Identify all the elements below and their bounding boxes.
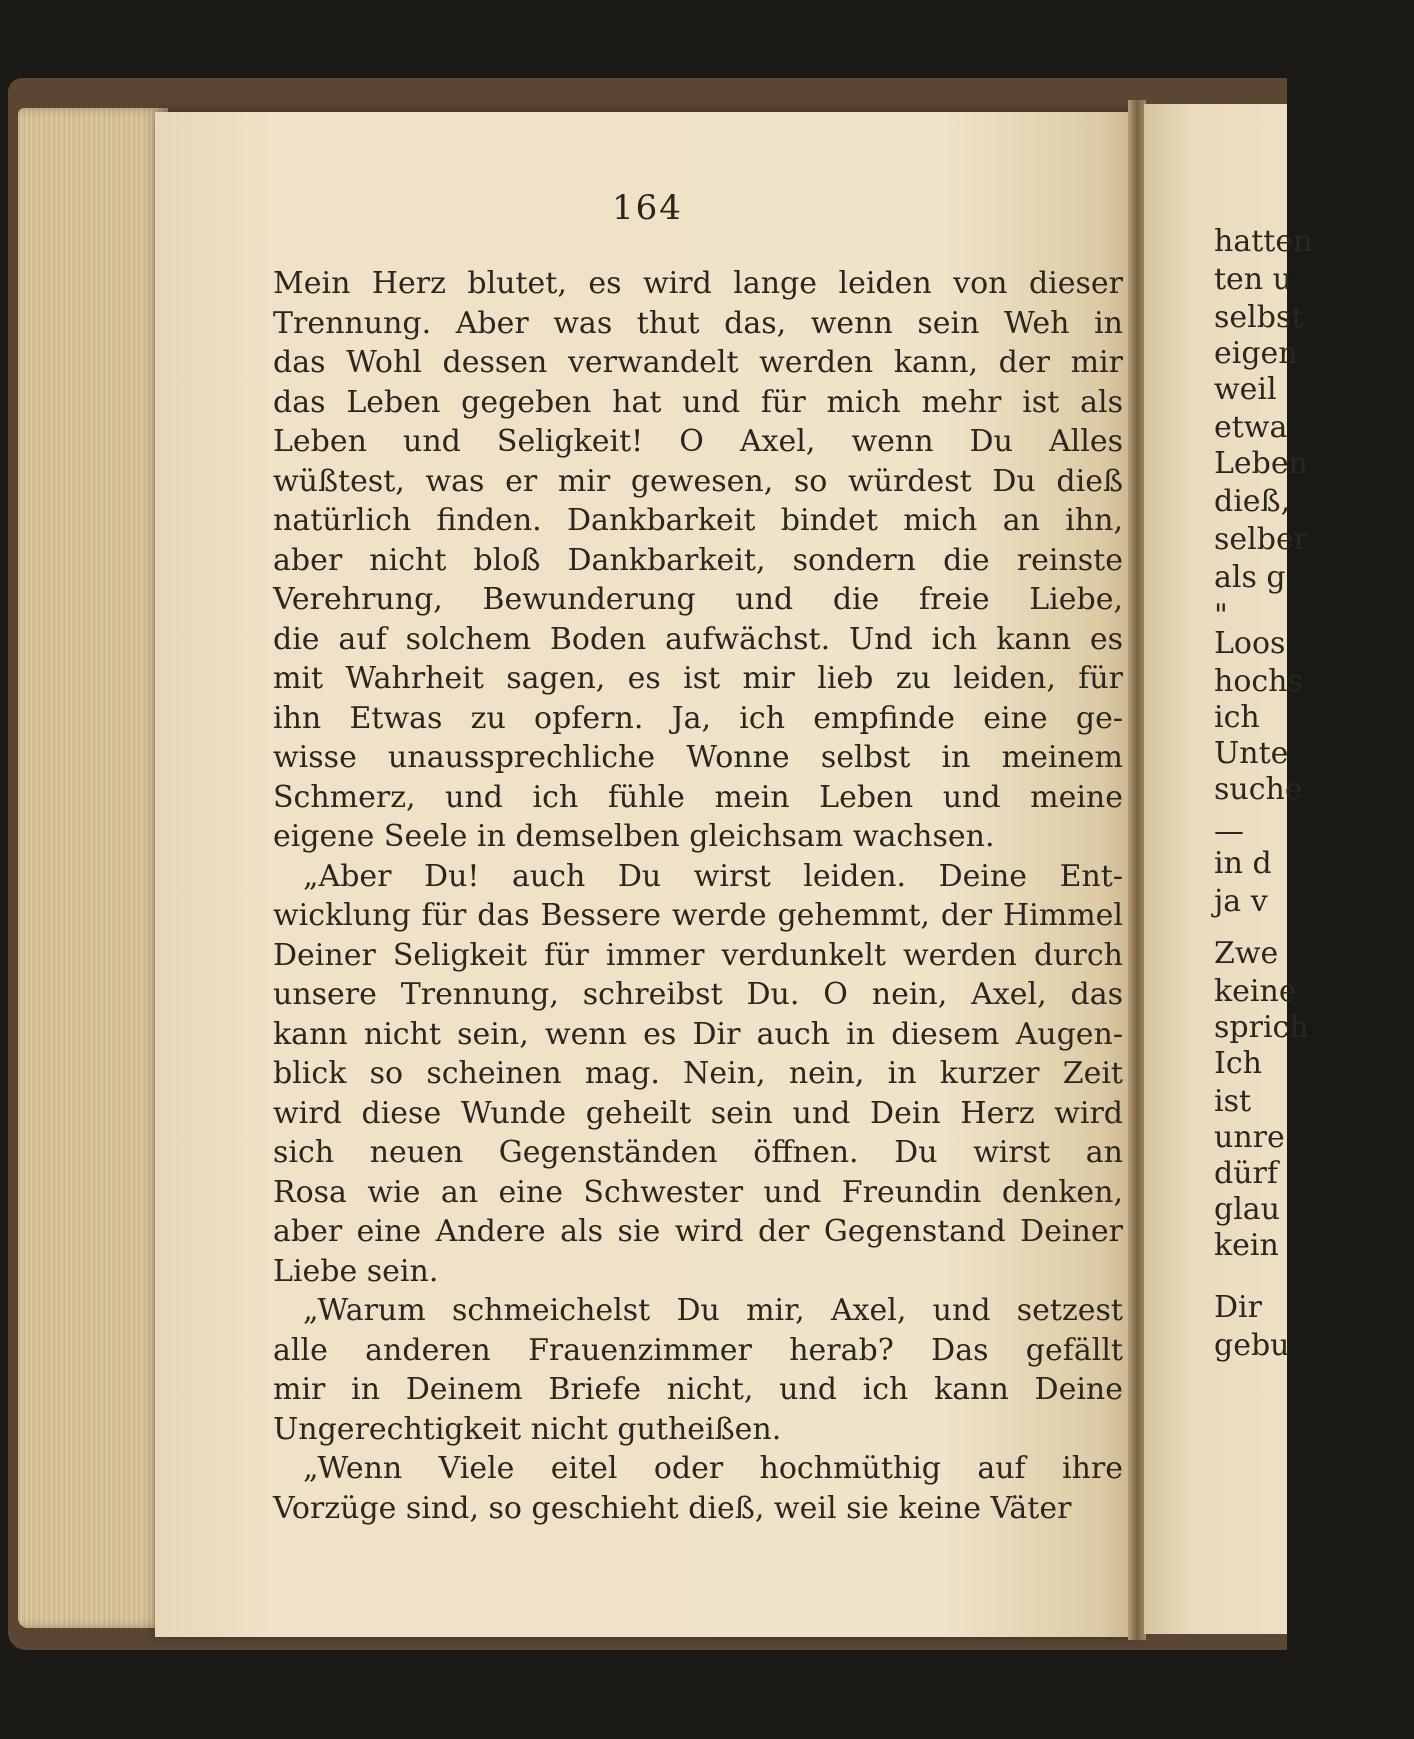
text-line: wicklung für das Bessere werde gehemmt, der Himmel	[273, 898, 1123, 933]
text-line: unsere Trennung, schreibst Du. O nein, Axel, das	[273, 977, 1123, 1012]
text-line: Ungerechtigkeit nicht gutheißen.	[273, 1411, 782, 1447]
right-page-fragment: selber	[1214, 522, 1309, 557]
text-line: Rosa wie an eine Schwester und Freundin denken,	[273, 1174, 1123, 1210]
right-page-fragment: —	[1214, 814, 1244, 849]
text-line: wird diese Wunde geheilt sein und Dein Herz wird	[273, 1095, 1123, 1131]
text-line: Mein Herz blutet, es wird lange leiden von dieser	[273, 266, 1123, 301]
text-line: alle anderen Frauenzimmer herab? Das gefällt	[273, 1332, 1123, 1368]
text-line: wisse unaussprechliche Wonne selbst in meinem	[273, 740, 1123, 775]
right-page-fragment: hatten	[1214, 224, 1313, 259]
text-line: sich neuen Gegenständen öffnen. Du wirst an	[273, 1135, 1123, 1170]
text-line: Trennung. Aber was thut das, wenn sein Weh in	[273, 305, 1123, 341]
text-line: „Warum schmeichelst Du mir, Axel, und setzest	[303, 1293, 1123, 1328]
right-page-fragment: als g	[1214, 560, 1286, 595]
right-page-fragment: hochs	[1214, 664, 1303, 699]
right-page-fragment: Loos	[1214, 626, 1286, 661]
right-page-fragment: dieß,	[1214, 484, 1291, 519]
right-page-fragment: in d	[1214, 846, 1272, 881]
text-line: Leben und Seligkeit! O Axel, wenn Du Alles	[273, 424, 1123, 459]
text-line: Verehrung, Bewunderung und die freie Liebe,	[273, 582, 1123, 617]
text-line: mir in Deinem Briefe nicht, und ich kann Deine	[273, 1372, 1123, 1407]
text-line: wüßtest, was er mir gewesen, so würdest Du dieß	[273, 463, 1123, 499]
right-page-fragment: "	[1214, 598, 1228, 633]
text-line: Vorzüge sind, so geschieht dieß, weil sie keine Väter	[273, 1490, 1072, 1526]
page-edges	[18, 108, 168, 1628]
right-page-fragment: Zwe	[1214, 936, 1279, 971]
text-line: „Aber Du! auch Du wirst leiden. Deine Ent-	[303, 858, 1123, 894]
text-line: Deiner Seligkeit für immer verdunkelt werden durch	[273, 937, 1123, 973]
text-block	[273, 264, 1123, 1528]
text-line: ihn Etwas zu opfern. Ja, ich empfinde eine ge-	[273, 700, 1123, 736]
text-line: aber nicht bloß Dankbarkeit, sondern die reinste	[273, 542, 1123, 578]
right-page-fragment: selbst	[1214, 300, 1304, 335]
right-page-fragment: Leben	[1214, 446, 1308, 481]
text-line: Liebe sein.	[273, 1253, 439, 1289]
right-page-fragment: ja v	[1214, 884, 1268, 919]
text-line: blick so scheinen mag. Nein, nein, in kurzer Zeit	[273, 1056, 1123, 1091]
right-page-fragment: Unte	[1214, 736, 1289, 771]
text-line: Schmerz, und ich fühle mein Leben und meine	[273, 779, 1123, 815]
right-page-fragment: unre	[1214, 1120, 1285, 1155]
right-page-fragment: eigen	[1214, 336, 1298, 371]
text-line: kann nicht sein, wenn es Dir auch in diesem Augen-	[273, 1016, 1123, 1052]
text-line: das Leben gegeben hat und für mich mehr ist als	[273, 384, 1123, 420]
text-line: die auf solchem Boden aufwächst. Und ich kann es	[273, 621, 1123, 657]
text-line: „Wenn Viele eitel oder hochmüthig auf ihre	[303, 1451, 1123, 1486]
right-page-fragment: dürf	[1214, 1156, 1278, 1191]
right-page-fragment: weil	[1214, 372, 1277, 407]
right-page-fragment: glau	[1214, 1192, 1281, 1227]
left-page	[155, 112, 1140, 1637]
text-line: das Wohl dessen verwandelt werden kann, der mir	[273, 345, 1123, 380]
right-page-fragment: suche	[1214, 772, 1303, 807]
text-line: natürlich finden. Dankbarkeit bindet mich an ihn,	[273, 503, 1123, 538]
right-page-fragment: ten u	[1214, 262, 1292, 297]
right-page-fragment: Dir	[1214, 1290, 1262, 1325]
right-page-fragment: etwa	[1214, 410, 1288, 445]
right-page-fragment: keine	[1214, 974, 1297, 1009]
text-line: eigene Seele in demselben gleichsam wachsen.	[273, 819, 995, 854]
right-page-fragment: sprich	[1214, 1010, 1309, 1045]
text-line: aber eine Andere als sie wird der Gegenstand Deiner	[273, 1214, 1123, 1249]
right-page-fragment: ich	[1214, 700, 1260, 735]
right-page-fragment: Ich	[1214, 1046, 1262, 1081]
right-page-fragment: ist	[1214, 1084, 1252, 1119]
right-page-fragment: gebu	[1214, 1328, 1290, 1363]
right-page-fragment: kein	[1214, 1228, 1279, 1263]
right-page	[1144, 104, 1313, 1634]
text-line: mit Wahrheit sagen, es ist mir lieb zu leiden, für	[273, 661, 1123, 696]
page-number: 164	[612, 188, 683, 228]
